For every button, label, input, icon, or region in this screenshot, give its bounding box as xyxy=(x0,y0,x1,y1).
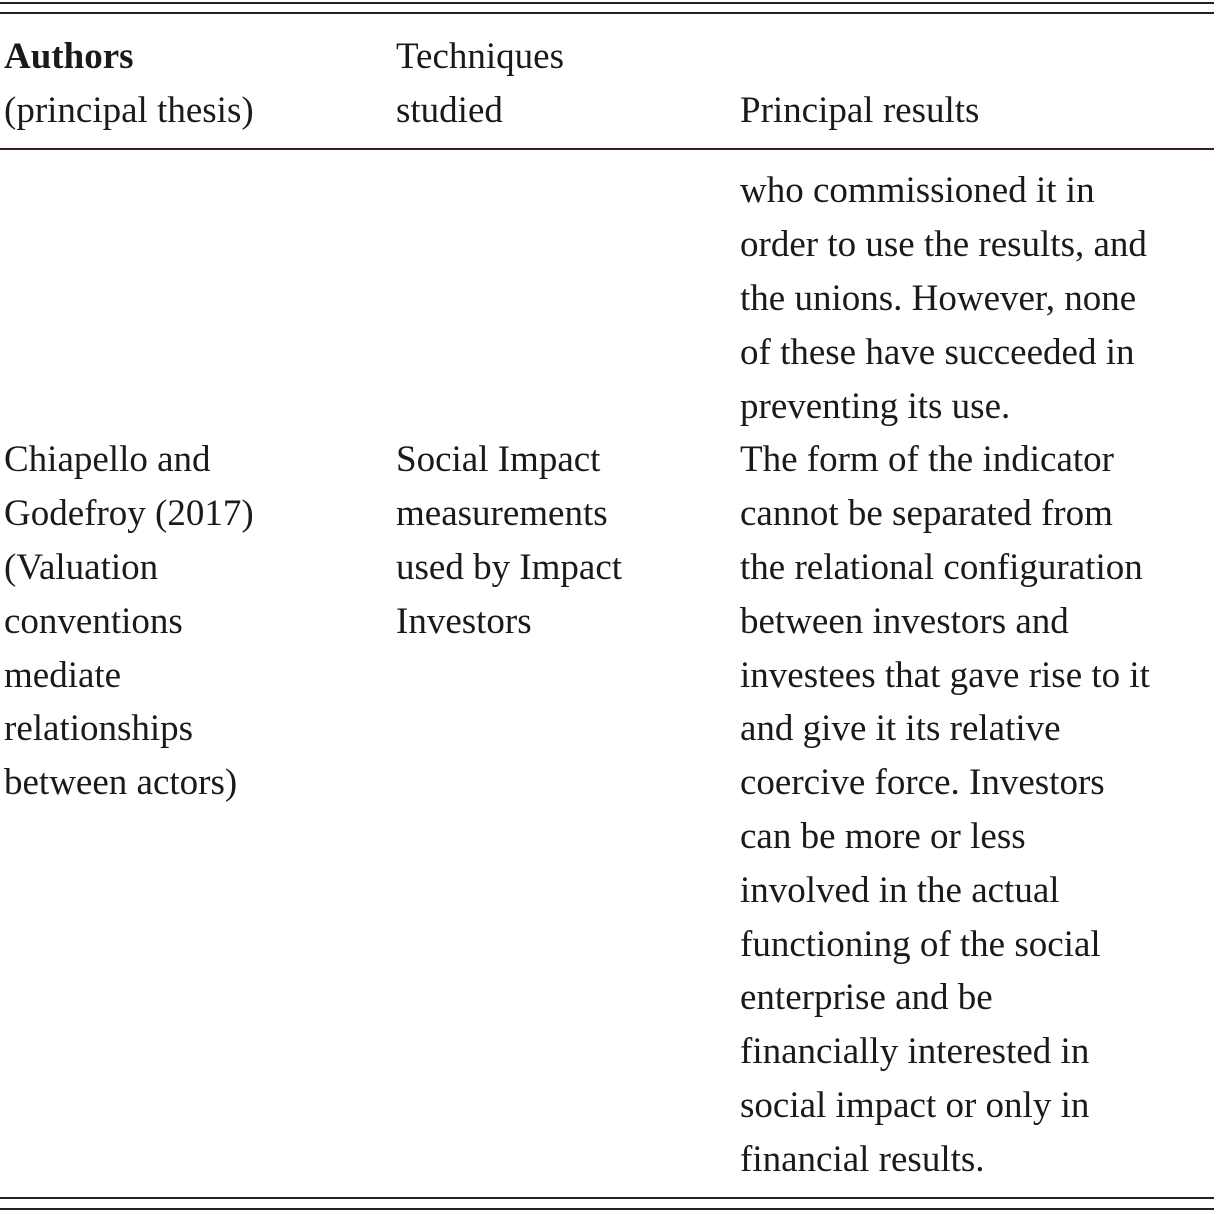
row-authors-line: mediate xyxy=(4,655,122,696)
row-results-line: and give it its relative xyxy=(740,708,1061,749)
table-bottom-rule xyxy=(0,1197,1214,1199)
row-results-line: involved in the actual xyxy=(740,870,1060,911)
header-results: Principal results xyxy=(740,90,980,131)
row-results-line: between investors and xyxy=(740,601,1069,642)
row-results-line: investees that gave rise to it xyxy=(740,655,1150,696)
table-bottom-rule-inner xyxy=(0,1208,1214,1210)
continued-results-line: preventing its use. xyxy=(740,386,1011,427)
row-authors-line: Godefroy (2017) xyxy=(4,493,254,534)
row-authors-line: between actors) xyxy=(4,762,238,803)
row-results-line: social impact or only in xyxy=(740,1085,1090,1126)
header-techniques-line1: Techniques xyxy=(396,36,564,77)
table-top-rule-inner xyxy=(0,12,1214,14)
continued-results-line: order to use the results, and xyxy=(740,224,1147,265)
row-techniques-line: Investors xyxy=(396,601,532,642)
row-authors-line: relationships xyxy=(4,708,194,749)
row-results-line: functioning of the social xyxy=(740,924,1101,965)
continued-results-line: the unions. However, none xyxy=(740,278,1137,319)
row-results-line: The form of the indicator xyxy=(740,439,1114,480)
row-techniques-line: measurements xyxy=(396,493,608,534)
row-results-line: financially interested in xyxy=(740,1031,1090,1072)
row-techniques-line: Social Impact xyxy=(396,439,601,480)
row-results-line: financial results. xyxy=(740,1139,985,1180)
row-authors-line: (Valuation xyxy=(4,547,159,588)
header-techniques-line2: studied xyxy=(396,90,503,131)
table-top-rule xyxy=(0,2,1214,4)
header-authors-sub: (principal thesis) xyxy=(4,90,254,131)
row-results-line: cannot be separated from xyxy=(740,493,1113,534)
row-authors-line: conventions xyxy=(4,601,183,642)
row-authors-line: Chiapello and xyxy=(4,439,211,480)
row-results-line: enterprise and be xyxy=(740,977,993,1018)
row-techniques-line: used by Impact xyxy=(396,547,623,588)
header-rule xyxy=(0,148,1214,150)
header-authors: Authors xyxy=(4,36,134,77)
continued-results-line: who commissioned it in xyxy=(740,170,1095,211)
continued-results-line: of these have succeeded in xyxy=(740,332,1135,373)
row-results-line: the relational configuration xyxy=(740,547,1143,588)
row-results-line: can be more or less xyxy=(740,816,1026,857)
row-results-line: coercive force. Investors xyxy=(740,762,1105,803)
